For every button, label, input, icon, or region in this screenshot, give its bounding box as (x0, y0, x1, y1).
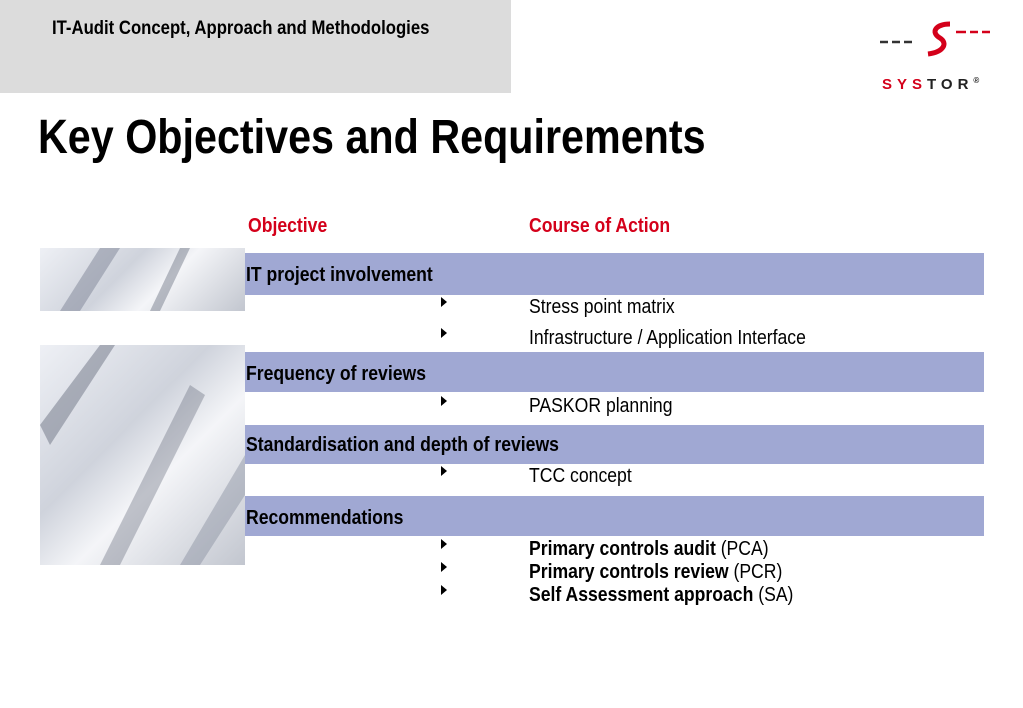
objective-label: Standardisation and depth of reviews (246, 434, 559, 456)
presentation-title: IT-Audit Concept, Approach and Methodologies (52, 18, 430, 39)
bullet-arrow-icon (441, 466, 447, 476)
action-item: Primary controls review (PCR) (529, 561, 783, 583)
bullet-arrow-icon (441, 328, 447, 338)
objective-label: IT project involvement (246, 264, 433, 286)
action-item: Stress point matrix (529, 296, 675, 318)
action-item: Self Assessment approach (SA) (529, 584, 794, 606)
bullet-arrow-icon (441, 562, 447, 572)
bullet-arrow-icon (441, 539, 447, 549)
bullet-arrow-icon (441, 297, 447, 307)
decorative-photo (40, 345, 245, 565)
action-item: TCC concept (529, 465, 632, 487)
action-item: PASKOR planning (529, 395, 673, 417)
action-item: Infrastructure / Application Interface (529, 327, 806, 349)
header-panel (0, 0, 511, 93)
objective-label: Frequency of reviews (246, 363, 426, 385)
bullet-arrow-icon (441, 585, 447, 595)
course-column-header: Course of Action (529, 215, 671, 237)
systor-logo-text: SYSTOR® (882, 76, 980, 93)
decorative-photo (40, 248, 245, 311)
objective-column-header: Objective (248, 215, 328, 237)
objective-label: Recommendations (246, 507, 404, 529)
page-title: Key Objectives and Requirements (38, 111, 706, 164)
bullet-arrow-icon (441, 396, 447, 406)
action-item: Primary controls audit (PCA) (529, 538, 769, 560)
